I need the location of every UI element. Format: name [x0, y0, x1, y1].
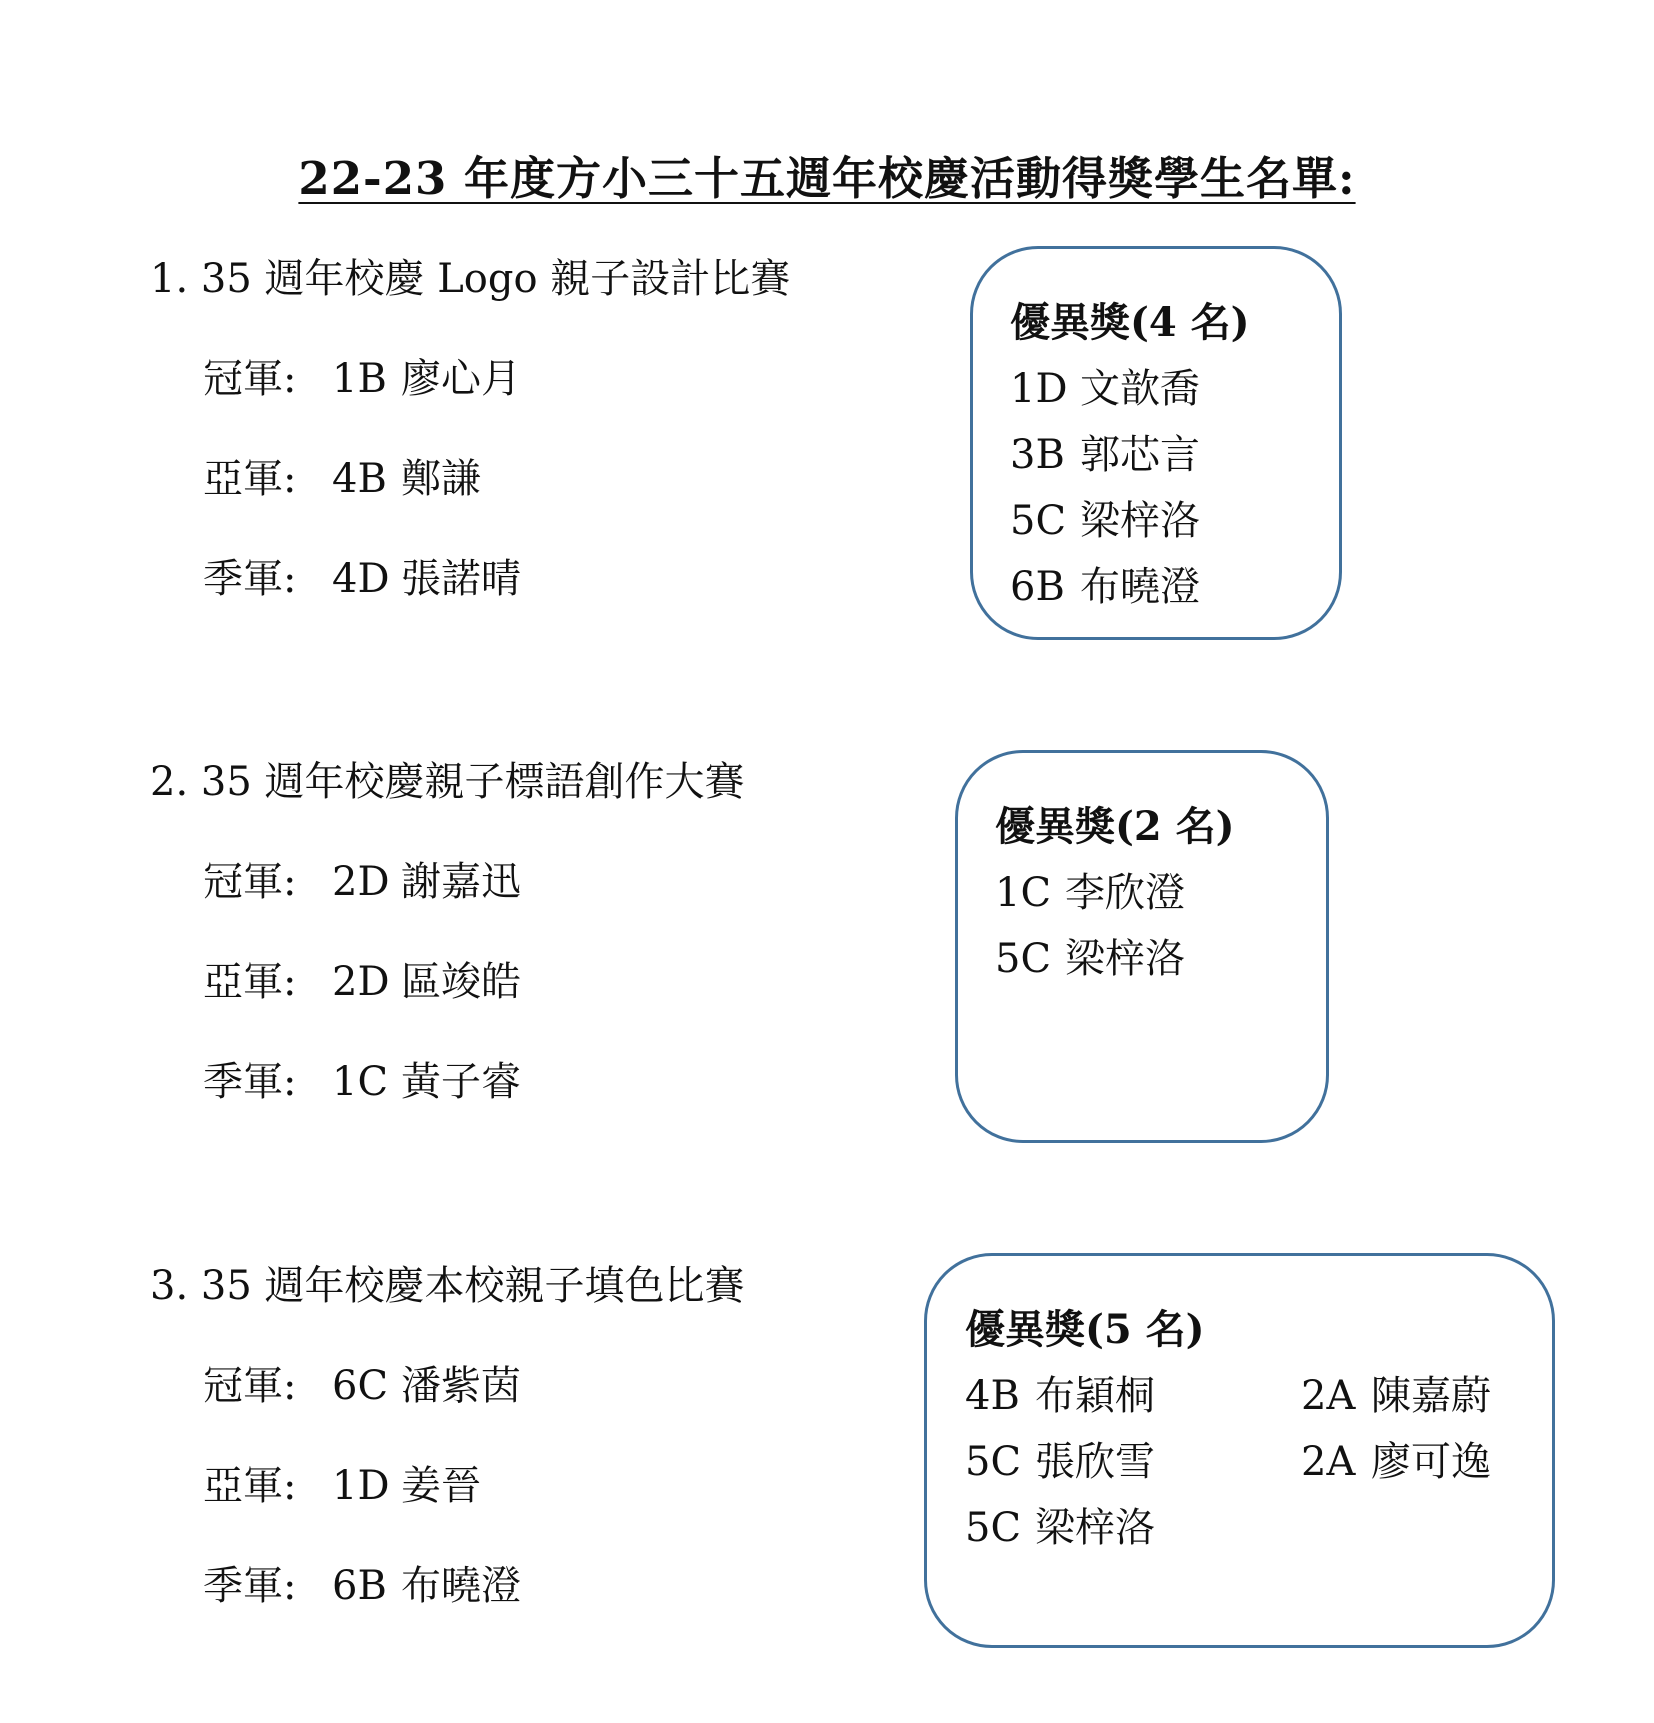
result-class: 1B	[332, 356, 387, 402]
result-name: 廖心月	[401, 356, 521, 402]
merit-entry	[1301, 1364, 1491, 1421]
result-label: 冠軍:	[203, 356, 297, 402]
merit-entry	[995, 927, 1185, 984]
result-class: 6B	[332, 1563, 387, 1609]
merit-name: 李欣澄	[1065, 870, 1185, 916]
merit-name: 梁梓洛	[1035, 1505, 1155, 1551]
merit-name: 布曉澄	[1080, 564, 1200, 610]
merit-entry	[995, 861, 1185, 918]
competition-1-champion	[203, 347, 521, 404]
page-title-text: 22-23 年度方小三十五週年校慶活動得獎學生名單:	[298, 152, 1356, 205]
competition-3-champion	[203, 1354, 521, 1411]
merit-name: 郭芯言	[1080, 432, 1200, 478]
merit-entry	[1010, 423, 1200, 480]
competition-2-title: 2. 35 週年校慶親子標語創作大賽	[150, 759, 745, 805]
result-name: 區竣皓	[401, 959, 521, 1005]
result-label: 季軍:	[203, 556, 297, 602]
result-class: 1C	[332, 1059, 389, 1105]
result-name: 張諾晴	[401, 556, 521, 602]
merit-entry	[1301, 1430, 1491, 1487]
merit-entry	[965, 1364, 1155, 1421]
result-name: 姜晉	[401, 1463, 481, 1509]
merit-name: 梁梓洛	[1080, 498, 1200, 544]
result-name: 鄭謙	[401, 456, 481, 502]
competition-1-third	[203, 547, 521, 604]
merit-title: 優異獎(4 名)	[1010, 299, 1250, 346]
result-class: 6C	[332, 1363, 389, 1409]
competition-1-title: 1. 35 週年校慶 Logo 親子設計比賽	[150, 256, 791, 302]
merit-box-2	[955, 750, 1329, 1143]
merit-class: 3B	[1010, 432, 1065, 478]
merit-entry	[1010, 555, 1200, 612]
result-name: 布曉澄	[401, 1563, 521, 1609]
result-label: 亞軍:	[203, 1463, 297, 1509]
result-name: 謝嘉迅	[401, 859, 521, 905]
merit-class: 2A	[1301, 1439, 1356, 1485]
result-class: 2D	[332, 959, 390, 1005]
merit-entry	[965, 1430, 1155, 1487]
merit-class: 6B	[1010, 564, 1065, 610]
competition-2-third	[203, 1050, 521, 1107]
merit-name: 張欣雪	[1035, 1439, 1155, 1485]
merit-class: 1C	[995, 870, 1052, 916]
result-class: 1D	[332, 1463, 390, 1509]
merit-box-1	[970, 246, 1342, 640]
result-label: 亞軍:	[203, 959, 297, 1005]
competition-3-title: 3. 35 週年校慶本校親子填色比賽	[150, 1263, 745, 1309]
merit-name: 廖可逸	[1371, 1439, 1491, 1485]
result-label: 冠軍:	[203, 859, 297, 905]
competition-1-runner-up	[203, 447, 481, 504]
merit-name: 陳嘉蔚	[1371, 1373, 1491, 1419]
competition-2-champion	[203, 850, 521, 907]
competition-3-third	[203, 1554, 521, 1611]
merit-entry	[965, 1496, 1155, 1553]
merit-name: 梁梓洛	[1065, 936, 1185, 982]
result-label: 季軍:	[203, 1059, 297, 1105]
result-label: 冠軍:	[203, 1363, 297, 1409]
result-class: 4B	[332, 456, 387, 502]
merit-class: 2A	[1301, 1373, 1356, 1419]
page-title	[0, 142, 1654, 207]
merit-name: 布穎桐	[1035, 1373, 1155, 1419]
merit-entry	[1010, 357, 1200, 414]
merit-class: 5C	[965, 1505, 1022, 1551]
merit-class: 5C	[965, 1439, 1022, 1485]
merit-title: 優異獎(2 名)	[995, 803, 1235, 850]
result-label: 亞軍:	[203, 456, 297, 502]
result-name: 黃子睿	[401, 1059, 521, 1105]
merit-name: 文歆喬	[1080, 366, 1200, 412]
merit-box-3	[924, 1253, 1555, 1648]
competition-3-runner-up	[203, 1454, 481, 1511]
result-name: 潘紫茵	[401, 1363, 521, 1409]
merit-class: 5C	[1010, 498, 1067, 544]
merit-class: 4B	[965, 1373, 1020, 1419]
competition-2-runner-up	[203, 950, 521, 1007]
result-class: 4D	[332, 556, 390, 602]
merit-title: 優異獎(5 名)	[965, 1306, 1205, 1353]
result-label: 季軍:	[203, 1563, 297, 1609]
merit-entry	[1010, 489, 1200, 546]
merit-class: 5C	[995, 936, 1052, 982]
merit-class: 1D	[1010, 366, 1068, 412]
result-class: 2D	[332, 859, 390, 905]
